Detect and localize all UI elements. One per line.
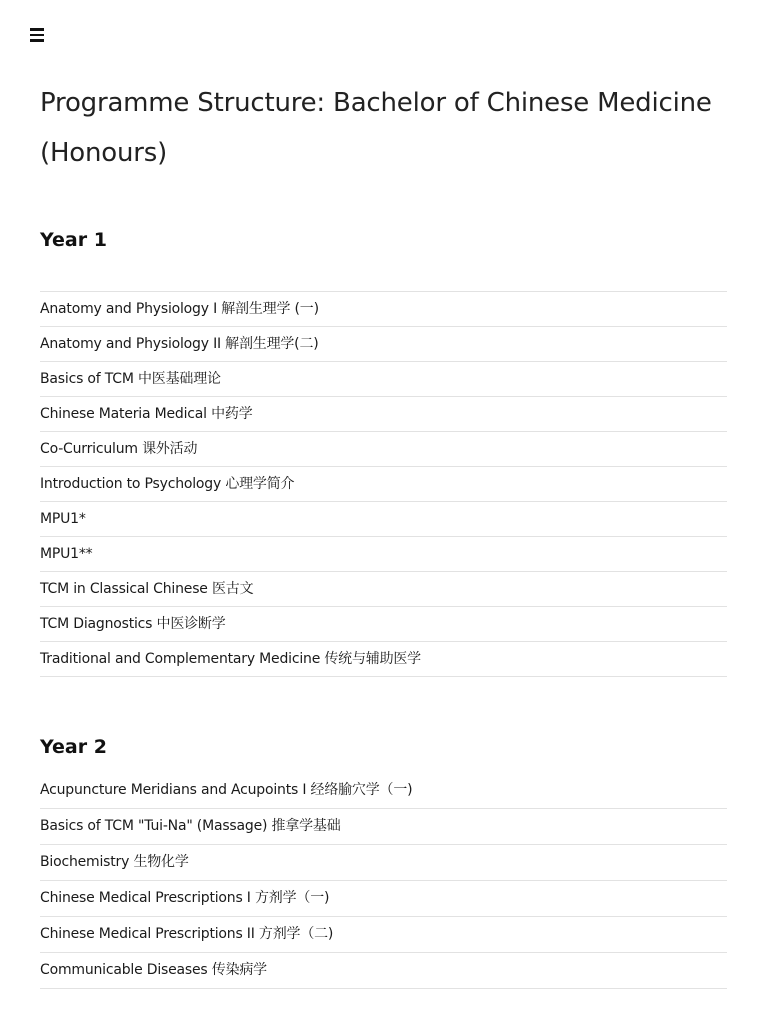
menu-bar <box>30 39 44 42</box>
course-item[interactable]: Introduction to Psychology 心理学简介 <box>40 467 727 502</box>
year-1-section <box>40 228 727 677</box>
course-item[interactable]: Basics of TCM "Tui-Na" (Massage) 推拿学基础 <box>40 809 727 845</box>
menu-bar <box>30 34 44 37</box>
course-item[interactable]: MPU1** <box>40 537 727 572</box>
course-item[interactable]: Chinese Materia Medical 中药学 <box>40 397 727 432</box>
course-item[interactable]: Biochemistry 生物化学 <box>40 845 727 881</box>
course-item[interactable]: Chinese Medical Prescriptions II 方剂学（二) <box>40 917 727 953</box>
course-item[interactable]: Chinese Medical Prescriptions I 方剂学（一) <box>40 881 727 917</box>
main-content <box>40 78 727 989</box>
course-item[interactable]: MPU1* <box>40 502 727 537</box>
page-title: Programme Structure: Bachelor of Chinese Medicine (Honours) <box>40 88 712 168</box>
year-2-section <box>40 735 727 989</box>
course-item[interactable]: Basics of TCM 中医基础理论 <box>40 362 727 397</box>
course-item[interactable]: TCM in Classical Chinese 医古文 <box>40 572 727 607</box>
course-item[interactable]: Communicable Diseases 传染病学 <box>40 953 727 989</box>
menu-bar <box>30 28 44 31</box>
year-1-course-list <box>40 291 727 677</box>
hamburger-menu-icon[interactable] <box>30 26 46 44</box>
course-item[interactable]: Anatomy and Physiology I 解剖生理学 (一) <box>40 292 727 327</box>
course-item[interactable]: Acupuncture Meridians and Acupoints I 经络腧穴学（一) <box>40 773 727 809</box>
course-item[interactable]: Anatomy and Physiology II 解剖生理学(二) <box>40 327 727 362</box>
course-item[interactable]: Traditional and Complementary Medicine 传统与辅助医学 <box>40 642 727 677</box>
year-2-course-list <box>40 773 727 989</box>
year-1-heading: Year 1 <box>40 229 107 251</box>
course-item[interactable]: TCM Diagnostics 中医诊断学 <box>40 607 727 642</box>
year-2-heading: Year 2 <box>40 736 107 758</box>
course-item[interactable]: Co-Curriculum 课外活动 <box>40 432 727 467</box>
